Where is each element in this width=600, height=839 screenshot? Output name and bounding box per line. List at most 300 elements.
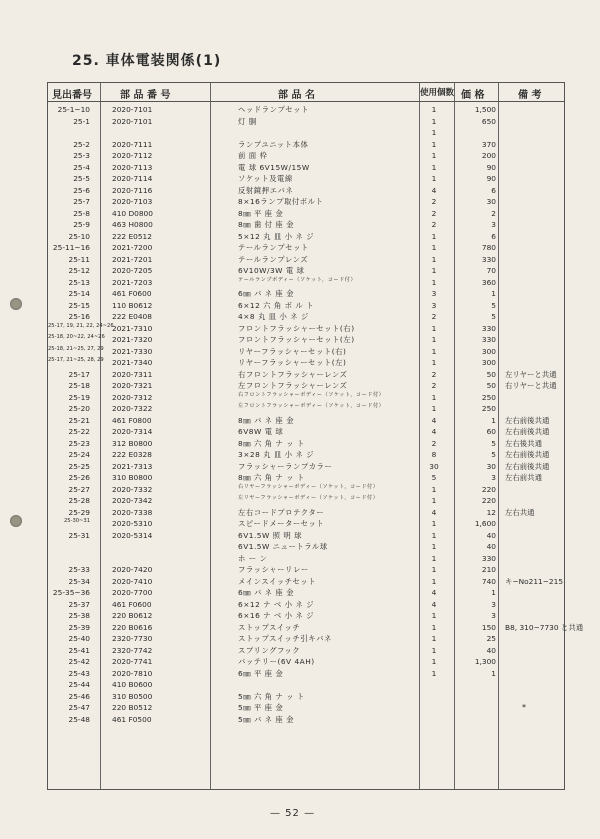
row-part-number: 2021-7203 — [112, 277, 153, 287]
row-ref: 25-11 — [68, 254, 90, 264]
row-part-number: 2020-7205 — [112, 266, 153, 275]
row-part-name: 前 面 枠 — [238, 151, 268, 160]
table-row — [48, 242, 564, 254]
row-price: 50 — [486, 369, 496, 379]
row-price: 1,300 — [474, 657, 496, 666]
row-part-name: ホ ー ン — [238, 553, 268, 563]
row-part-number: 310 B0800 — [112, 473, 153, 482]
table-row — [48, 714, 564, 726]
row-ref: 25-16 — [68, 312, 90, 321]
row-note: 左右後共通 — [505, 438, 542, 448]
row-ref: 25-17, 19, 21, 22, 24~26 — [48, 322, 114, 329]
table-row — [48, 369, 564, 381]
row-ref: 25-41 — [68, 645, 90, 655]
row-part-number: 310 B0500 — [112, 691, 153, 701]
row-qty: 2 — [431, 312, 437, 321]
table-row — [48, 564, 564, 576]
row-qty: 1 — [431, 105, 437, 114]
row-part-name: フラッシャーランプカラー — [238, 461, 333, 471]
table-row — [48, 150, 564, 162]
row-price: 30 — [486, 197, 496, 206]
row-note: 左右前後共通 — [505, 461, 550, 471]
table-row — [48, 380, 564, 392]
row-part-number: 2020-7410 — [112, 576, 153, 586]
row-part-number: 410 D0800 — [112, 208, 153, 218]
row-part-number: 2020-7314 — [112, 427, 153, 436]
row-ref: 25-28 — [68, 496, 90, 505]
row-qty: 1 — [431, 243, 437, 252]
table-row — [48, 323, 564, 335]
row-part-name: 6V1.5W ニュートラル球 — [238, 542, 328, 551]
row-part-name: 右フロントフラッシャーレンズ — [238, 369, 348, 379]
row-note: 左右共通 — [505, 507, 535, 517]
row-qty: 3 — [431, 289, 437, 298]
row-part-number: 2020-5314 — [112, 530, 153, 540]
page-title: 25. 車体電装関係(1) — [72, 53, 222, 69]
row-part-number: 220 B0512 — [112, 703, 153, 712]
row-part-number: 2020-7342 — [112, 496, 153, 505]
row-ref: 25-22 — [68, 427, 90, 436]
row-part-name: 8㎜ バ ネ 座 金 — [238, 415, 295, 425]
row-qty: 1 — [431, 116, 437, 126]
row-qty: 1 — [431, 565, 437, 574]
row-price: 1 — [491, 289, 496, 298]
row-part-number: 2020-7112 — [112, 151, 153, 160]
row-price: 3 — [491, 473, 496, 482]
row-part-name: 5㎜ バ ネ 座 金 — [238, 714, 295, 724]
row-price: 740 — [481, 576, 496, 586]
row-part-name: 右リヤーフラッシャーボディー（ソケット，コード付） — [238, 483, 379, 490]
row-qty: 5 — [431, 473, 437, 482]
row-qty: 1 — [431, 576, 437, 586]
table-row — [48, 277, 564, 289]
row-price: 90 — [486, 162, 496, 172]
row-price: 300 — [481, 358, 496, 367]
table-row — [48, 334, 564, 346]
parts-table — [47, 82, 584, 790]
row-part-number: 2020-7741 — [112, 657, 153, 666]
row-part-number: 2020-7810 — [112, 668, 153, 678]
row-ref: 25-18 — [68, 381, 90, 390]
row-price: 360 — [481, 277, 496, 287]
header-ref: 見出番号 — [52, 90, 92, 101]
row-ref: 25-38 — [68, 611, 90, 620]
row-qty: 1 — [431, 231, 437, 241]
table-row — [48, 127, 564, 139]
row-qty: 1 — [431, 266, 437, 275]
row-part-number: 2020-7113 — [112, 162, 153, 172]
punch-hole — [10, 515, 22, 527]
row-part-number: 2021-7313 — [112, 461, 153, 471]
row-qty: 2 — [431, 208, 437, 218]
row-part-number: 2020-7103 — [112, 197, 153, 206]
row-price: 3 — [491, 599, 496, 609]
row-ref: 25-18, 20~22, 24~26 — [48, 334, 105, 340]
row-price: 60 — [486, 427, 496, 436]
row-part-name: ストップスイッチ — [238, 622, 301, 632]
table-row — [48, 403, 564, 415]
row-ref: 25-3 — [73, 151, 90, 160]
row-price: 30 — [486, 461, 496, 471]
row-ref: 25-11~16 — [52, 243, 90, 252]
row-qty: 1 — [431, 151, 437, 160]
row-part-name: 8×16ランプ取付ボルト — [238, 197, 324, 206]
table-row — [48, 484, 564, 496]
row-qty: 4 — [431, 507, 437, 517]
row-part-name: 6V1.5W 照 明 球 — [238, 530, 303, 540]
row-qty: 1 — [431, 335, 437, 344]
row-qty: 4 — [431, 599, 437, 609]
row-ref: 25-17 — [68, 369, 90, 379]
row-price: 220 — [481, 484, 496, 494]
table-row — [48, 530, 564, 542]
table-row — [48, 668, 564, 680]
header-part-number: 部 品 番 号 — [120, 90, 171, 101]
row-ref: 25-13 — [68, 277, 90, 287]
row-part-name: 8㎜ 六 角 ナ ッ ト — [238, 438, 305, 448]
row-note: 左右前後共通 — [505, 427, 550, 436]
row-ref: 25-44 — [68, 680, 90, 689]
row-note: 左右前共通 — [505, 473, 542, 482]
row-ref: 25-2 — [73, 139, 90, 149]
row-price: 1 — [491, 668, 496, 678]
row-qty: 4 — [431, 588, 437, 597]
row-part-number: 2020-7338 — [112, 507, 153, 517]
row-part-name: 5㎜ 平 座 金 — [238, 703, 284, 712]
row-price: 200 — [481, 151, 496, 160]
row-ref: 25-30~31 — [63, 518, 90, 524]
table-row — [48, 139, 564, 151]
row-qty: 3 — [431, 300, 437, 310]
row-part-number: 2021-7310 — [112, 323, 153, 333]
punch-hole — [10, 298, 22, 310]
row-qty: 1 — [431, 254, 437, 264]
table-row — [48, 576, 564, 588]
row-part-number: 2021-7201 — [112, 254, 153, 264]
row-ref: 25-24 — [68, 450, 90, 459]
header-note: 備 考 — [518, 90, 542, 101]
row-part-number: 461 F0800 — [112, 415, 152, 425]
row-part-number: 2020-7114 — [112, 174, 153, 183]
row-price: 780 — [481, 243, 496, 252]
row-price: 40 — [486, 530, 496, 540]
table-row — [48, 357, 564, 369]
row-ref: 25-1 — [73, 116, 90, 126]
row-part-name: ヘッドランプセット — [238, 105, 309, 114]
row-ref: 25-8 — [73, 208, 90, 218]
table-row — [48, 104, 564, 116]
row-price: 330 — [481, 254, 496, 264]
table-row — [48, 587, 564, 599]
row-note: 左右前後共通 — [505, 415, 550, 425]
row-part-number: 2020-7101 — [112, 105, 153, 114]
table-row — [48, 415, 564, 427]
row-ref: 25-31 — [68, 530, 90, 540]
row-ref: 25-39 — [68, 622, 90, 632]
row-price: 25 — [486, 634, 496, 643]
row-ref: 25-18, 21~25, 27, 29 — [48, 345, 104, 352]
row-qty: 2 — [431, 381, 437, 390]
row-part-name: 6㎜ 平 座 金 — [238, 668, 284, 678]
row-price: 12 — [486, 507, 496, 517]
row-part-name: 左フロントフラッシャーレンズ — [238, 381, 348, 390]
row-qty: 2 — [431, 438, 437, 448]
row-qty: 1 — [431, 174, 437, 183]
row-note: 左リヤーと共通 — [505, 369, 557, 379]
row-price: 250 — [481, 392, 496, 402]
row-ref: 25-33 — [68, 565, 90, 574]
table-row — [48, 208, 564, 220]
row-qty: 1 — [431, 346, 437, 356]
table-row — [48, 116, 564, 128]
table-row — [48, 610, 564, 622]
row-note: 左右前後共通 — [505, 450, 550, 459]
row-part-name: バッテリー(6V 4AH) — [238, 657, 315, 666]
row-part-number: 2020-5310 — [112, 519, 153, 528]
row-qty: 1 — [431, 668, 437, 678]
row-part-name: 灯 胴 — [238, 116, 257, 126]
row-part-number: 463 H0800 — [112, 220, 153, 229]
row-price: 150 — [481, 622, 496, 632]
row-part-number: 2021-7200 — [112, 243, 153, 252]
row-ref: 25-9 — [73, 220, 90, 229]
row-ref: 25-42 — [68, 657, 90, 666]
row-ref: 25-26 — [68, 473, 90, 482]
row-ref: 25-5 — [73, 174, 90, 183]
row-part-name: フラッシャーリレー — [238, 565, 309, 574]
table-row — [48, 541, 564, 553]
row-price: 40 — [486, 645, 496, 655]
table-row — [48, 679, 564, 691]
table-row — [48, 288, 564, 300]
row-part-number: 2020-7700 — [112, 588, 153, 597]
row-ref: 25-15 — [68, 300, 90, 310]
table-body — [48, 104, 584, 725]
row-part-name: 反射鏡押エバネ — [238, 185, 294, 195]
row-qty: 2 — [431, 220, 437, 229]
row-qty: 4 — [431, 427, 437, 436]
row-part-name: 5×12 丸 皿 小 ネ ジ — [238, 231, 314, 241]
table-row — [48, 656, 564, 668]
row-price: 5 — [491, 450, 496, 459]
table-row — [48, 691, 564, 703]
ink-mark: * — [522, 703, 526, 712]
row-part-name: フロントフラッシャーセット(右) — [238, 323, 355, 333]
row-part-name: 左フロントフラッシャーボディー（ソケット，コード付） — [238, 403, 385, 409]
row-part-name: 8㎜ 六 角 ナ ッ ト — [238, 473, 305, 482]
row-part-number: 2021-7340 — [112, 358, 153, 367]
table-row — [48, 173, 564, 185]
row-price: 5 — [491, 438, 496, 448]
row-part-name: フロントフラッシャーセット(左) — [238, 335, 355, 344]
row-ref: 25-35~36 — [52, 588, 90, 597]
table-row — [48, 702, 564, 714]
row-ref: 25-14 — [68, 289, 90, 298]
row-qty: 1 — [431, 622, 437, 632]
row-part-number: 2020-7322 — [112, 404, 153, 413]
row-price: 330 — [481, 335, 496, 344]
row-part-name: 6V8W 電 球 — [238, 427, 284, 436]
row-part-number: 2020-7312 — [112, 392, 153, 402]
row-qty: 1 — [431, 139, 437, 149]
row-price: 330 — [481, 553, 496, 563]
table-row — [48, 633, 564, 645]
row-part-name: 6㎜ バ ネ 座 金 — [238, 588, 295, 597]
table-row — [48, 185, 564, 197]
row-qty: 1 — [431, 323, 437, 333]
row-part-name: 8㎜ 平 座 金 — [238, 208, 284, 218]
row-price: 210 — [481, 565, 496, 574]
row-price: 6 — [491, 185, 496, 195]
row-part-number: 461 F0600 — [112, 289, 152, 298]
row-part-name: 右フロントフラッシャーボディー（ソケット，コード付） — [238, 391, 385, 398]
row-ref: 25-48 — [68, 714, 90, 724]
table-row — [48, 553, 564, 565]
row-price: 1,600 — [474, 519, 496, 528]
row-price: 3 — [491, 611, 496, 620]
row-price: 70 — [486, 266, 496, 275]
row-part-number: 220 B0616 — [112, 622, 153, 632]
row-qty: 1 — [431, 657, 437, 666]
row-part-name: 左右コードプロテクター — [238, 507, 325, 517]
row-part-number: 2320-7730 — [112, 634, 153, 643]
row-part-name: スピードメーターセット — [238, 519, 325, 528]
row-price: 3 — [491, 220, 496, 229]
row-part-number: 2020-7111 — [112, 139, 153, 149]
row-part-name: テールランプボディー（ソケット，コード付） — [238, 276, 357, 283]
row-qty: 1 — [431, 519, 437, 528]
row-price: 330 — [481, 323, 496, 333]
row-part-name: 5㎜ 六 角 ナ ッ ト — [238, 691, 305, 701]
row-price: 90 — [486, 174, 496, 183]
row-part-number: 2020-7332 — [112, 484, 153, 494]
row-price: 5 — [491, 300, 496, 310]
row-part-name: テールランプセット — [238, 243, 309, 252]
row-note: B8, 310~7730 と共通 — [505, 622, 584, 632]
header-part-name: 部 品 名 — [278, 90, 315, 101]
row-price: 6 — [491, 231, 496, 241]
table-row — [48, 265, 564, 277]
row-part-name: ストップスイッチ引キバネ — [238, 634, 332, 643]
row-part-number: 2320-7742 — [112, 645, 153, 655]
row-part-number: 2020-7311 — [112, 369, 153, 379]
row-qty: 1 — [431, 634, 437, 643]
row-part-number: 2020-7101 — [112, 116, 153, 126]
row-ref: 25-34 — [68, 576, 90, 586]
row-part-number: 410 B0600 — [112, 680, 153, 689]
row-qty: 1 — [431, 128, 437, 137]
table-row — [48, 300, 564, 312]
row-price: 1,500 — [474, 105, 496, 114]
header-price: 価 格 — [461, 90, 485, 101]
row-part-number: 222 E0408 — [112, 312, 152, 321]
row-price: 5 — [491, 312, 496, 321]
row-part-number: 461 F0600 — [112, 599, 152, 609]
table-row — [48, 645, 564, 657]
row-part-name: リヤーフラッシャーセット(左) — [238, 358, 347, 367]
row-ref: 25-20 — [68, 404, 90, 413]
row-part-name: 4×8 丸 皿 小 ネ ジ — [238, 312, 309, 321]
row-qty: 4 — [431, 415, 437, 425]
row-ref: 25-27 — [68, 484, 90, 494]
table-row — [48, 461, 564, 473]
row-part-name: 6×12 ナ ベ 小 ネ ジ — [238, 599, 314, 609]
row-part-number: 222 E0512 — [112, 231, 152, 241]
row-price: 250 — [481, 404, 496, 413]
row-qty: 2 — [431, 369, 437, 379]
row-price: 2 — [491, 208, 496, 218]
row-price: 40 — [486, 542, 496, 551]
row-ref: 25-23 — [68, 438, 90, 448]
row-part-number: 461 F0500 — [112, 714, 152, 724]
row-part-number: 222 E0328 — [112, 450, 152, 459]
page-number: — 52 — — [270, 808, 316, 819]
row-ref: 25-10 — [68, 231, 90, 241]
row-ref: 25-46 — [68, 691, 90, 701]
row-qty: 1 — [431, 611, 437, 620]
row-price: 220 — [481, 496, 496, 505]
row-ref: 25-29 — [68, 507, 90, 517]
row-qty: 8 — [431, 450, 437, 459]
row-qty: 4 — [431, 185, 437, 195]
row-part-name: 3×28 丸 皿 小 ネ ジ — [238, 450, 314, 459]
table-row — [48, 622, 584, 634]
row-ref: 25-25 — [68, 461, 90, 471]
row-price: 650 — [481, 116, 496, 126]
row-ref: 25-47 — [68, 703, 90, 712]
row-part-name: 6V10W/3W 電 球 — [238, 266, 305, 275]
row-ref: 25-1~10 — [57, 105, 90, 114]
row-qty: 30 — [429, 461, 439, 471]
table-row — [48, 507, 564, 519]
row-qty: 1 — [431, 392, 437, 402]
row-qty: 2 — [431, 197, 437, 206]
table-row — [48, 196, 564, 208]
row-part-number: 2021-7320 — [112, 335, 153, 344]
table-row — [48, 231, 564, 243]
table-row — [48, 346, 564, 358]
row-ref: 25-43 — [68, 668, 90, 678]
row-part-name: 6×16 ナ ベ 小 ネ ジ — [238, 611, 314, 620]
row-part-name: メインスイッチセット — [238, 576, 317, 586]
table-row — [48, 599, 564, 611]
row-qty: 1 — [431, 358, 437, 367]
row-part-name: 6㎜ バ ネ 座 金 — [238, 289, 295, 298]
table-row — [48, 518, 564, 530]
row-qty: 1 — [431, 645, 437, 655]
row-part-name: リヤーフラッシャーセット(右) — [238, 346, 347, 356]
row-part-name: 6×12 六 角 ボ ル ト — [238, 300, 314, 310]
table-row — [48, 495, 564, 507]
row-ref: 25-12 — [68, 266, 90, 275]
row-qty: 1 — [431, 404, 437, 413]
row-ref: 25-19 — [68, 392, 90, 402]
row-part-number: 312 B0800 — [112, 438, 153, 448]
table-row — [48, 449, 564, 461]
table-row — [48, 219, 564, 231]
row-ref: 25-17, 21~25, 28, 29 — [48, 357, 104, 363]
row-qty: 1 — [431, 277, 437, 287]
row-ref: 25-37 — [68, 599, 90, 609]
row-qty: 1 — [431, 542, 437, 551]
table-row — [48, 311, 564, 323]
table-row — [48, 472, 564, 484]
row-qty: 1 — [431, 553, 437, 563]
row-qty: 1 — [431, 484, 437, 494]
row-note: キ−No211~215 — [505, 576, 564, 586]
table-row — [48, 254, 564, 266]
table-row — [48, 426, 564, 438]
